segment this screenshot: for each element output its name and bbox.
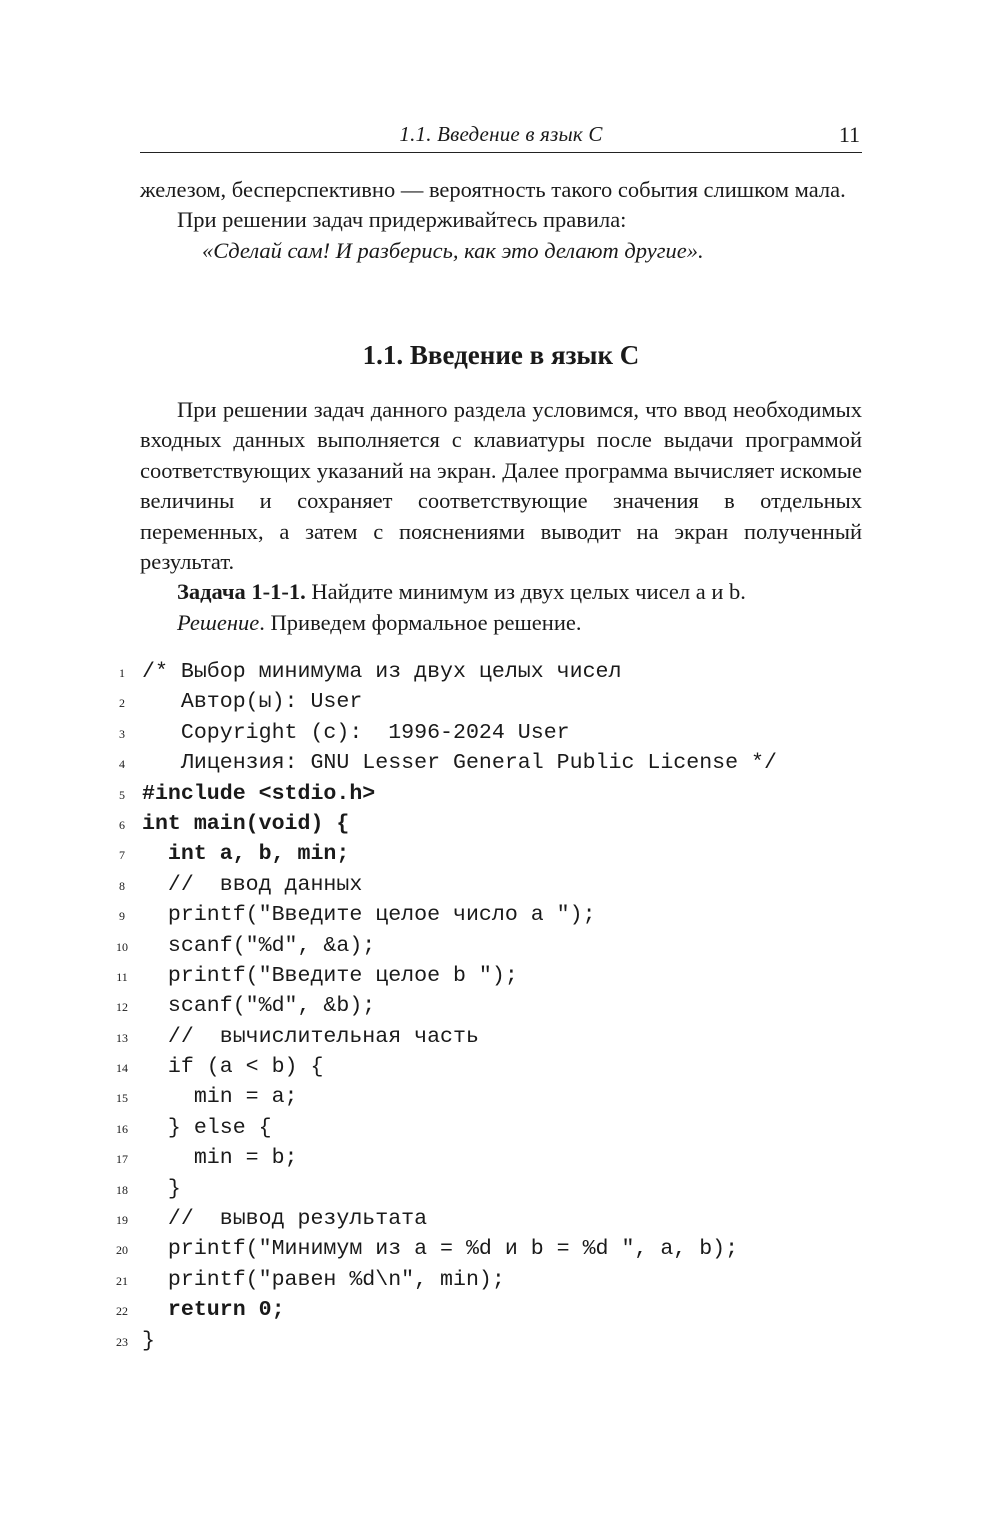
solution-label: Решение — [177, 609, 260, 635]
code-text: // вычислительная часть — [142, 1024, 479, 1049]
section-paragraph: При решении задач данного раздела условимся, что ввод необходимых входных данных выполняется с клавиатуры после выдачи программой соответствующих указаний на экран. Далее программа вычисляет искомые величины и сохраняет соответствующие значения в отдельных переменных, а затем с пояснениями выводит на экран полученный результат. — [140, 397, 862, 575]
line-number: 9 — [119, 909, 125, 924]
code-text: printf("Введите целое число a "); — [142, 903, 596, 928]
code-line — [112, 1143, 892, 1173]
line-number: 5 — [119, 787, 125, 802]
code-text: min = a; — [142, 1085, 298, 1110]
code-text: scanf("%d", &b); — [142, 994, 376, 1019]
line-number: 18 — [116, 1182, 128, 1197]
task-text: Найдите минимум из двух целых чисел a и b. — [305, 579, 746, 605]
code-line — [112, 1295, 892, 1325]
code-line — [112, 718, 892, 748]
line-number: 6 — [119, 817, 125, 832]
code-line — [112, 961, 892, 991]
code-text: // ввод данных — [142, 872, 363, 897]
code-line — [112, 1022, 892, 1052]
intro-quote: «Сделай сам! И разберись, как это делают другие». — [202, 237, 704, 263]
running-title: 1.1. Введение в язык C — [399, 122, 603, 146]
code-line — [112, 1082, 892, 1112]
code-text: Лицензия: GNU Lesser General Public License */ — [142, 751, 777, 776]
code-text: return 0; — [142, 1298, 285, 1323]
line-number: 17 — [116, 1152, 128, 1167]
line-number: 13 — [116, 1030, 128, 1045]
line-number: 12 — [116, 1000, 128, 1015]
code-text: printf("Введите целое b "); — [142, 963, 518, 988]
code-line — [112, 809, 892, 839]
code-line — [112, 1234, 892, 1264]
code-text: int main(void) { — [142, 811, 350, 836]
code-text: /* Выбор минимума из двух целых чисел — [142, 660, 622, 684]
code-text: } — [142, 1328, 155, 1353]
task-label: Задача 1-1-1. — [177, 579, 306, 605]
line-number: 22 — [116, 1304, 128, 1319]
code-text: } — [142, 1176, 181, 1201]
code-text: printf("Минимум из a = %d и b = %d ", a, b); — [142, 1237, 739, 1262]
page-header — [140, 116, 862, 153]
code-text: min = b; — [142, 1146, 298, 1171]
solution-text: . Приведем формальное решение. — [259, 609, 582, 635]
code-line — [112, 657, 892, 687]
intro-block — [140, 175, 862, 266]
line-number: 1 — [119, 666, 125, 680]
section-title: 1.1. Введение в язык C — [362, 340, 640, 370]
page-number: 11 — [838, 122, 860, 147]
intro-paragraph: железом, бесперспективно — вероятность такого события слишком мала. — [140, 177, 846, 202]
line-number: 2 — [119, 696, 125, 711]
code-line — [112, 870, 892, 900]
line-number: 23 — [116, 1334, 128, 1349]
line-number: 10 — [116, 939, 128, 954]
code-line — [112, 1174, 892, 1204]
code-line — [112, 1113, 892, 1143]
section-block — [140, 395, 862, 638]
line-number: 7 — [119, 848, 125, 863]
code-line — [112, 900, 892, 930]
code-text: scanf("%d", &a); — [142, 933, 376, 958]
line-number: 20 — [116, 1243, 128, 1258]
code-line — [112, 1265, 892, 1295]
code-line — [112, 839, 892, 869]
code-text: if (a < b) { — [142, 1055, 324, 1080]
solution-paragraph — [140, 608, 862, 638]
code-line — [112, 931, 892, 961]
code-line — [112, 779, 892, 809]
line-number: 16 — [116, 1121, 128, 1136]
line-number: 8 — [119, 878, 125, 893]
code-text: printf("равен %d\n", min); — [142, 1267, 505, 1292]
code-text: // вывод результата — [142, 1207, 428, 1232]
code-line — [112, 1204, 892, 1234]
line-number: 19 — [116, 1213, 128, 1228]
line-number: 21 — [116, 1273, 128, 1288]
line-number: 14 — [116, 1061, 128, 1076]
line-number: 15 — [116, 1091, 128, 1106]
task-paragraph — [140, 577, 862, 607]
code-text: #include <stdio.h> — [142, 781, 376, 806]
code-line — [112, 748, 892, 778]
code-text: } else { — [142, 1115, 272, 1140]
code-line — [112, 1052, 892, 1082]
code-line — [112, 1326, 892, 1356]
code-text: int a, b, min; — [142, 842, 350, 867]
line-number: 4 — [119, 757, 125, 772]
code-line — [112, 687, 892, 717]
line-number: 11 — [116, 969, 128, 984]
code-listing — [112, 657, 892, 1356]
intro-rule-paragraph: При решении задач придерживайтесь правила: — [177, 207, 627, 233]
line-number: 3 — [119, 726, 125, 741]
code-text: Copyright (c): 1996-2024 User — [142, 720, 570, 745]
code-line — [112, 991, 892, 1021]
code-text: Автор(ы): User — [142, 690, 363, 715]
